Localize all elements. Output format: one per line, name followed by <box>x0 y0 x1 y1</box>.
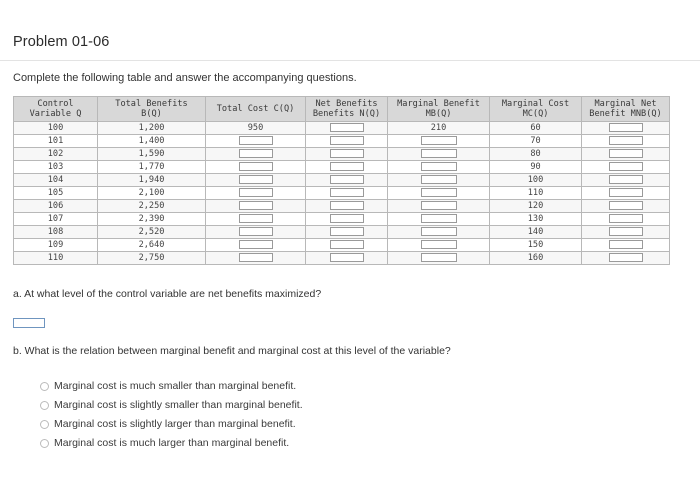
cell-mc: 70 <box>490 135 582 148</box>
option-much-larger[interactable] <box>40 437 303 456</box>
table-row <box>14 161 670 174</box>
option-label: Marginal cost is much larger than marginal benefit. <box>54 437 290 449</box>
cell-mnb <box>582 213 670 226</box>
cell-c <box>206 174 306 187</box>
cell-b: 2,390 <box>98 213 206 226</box>
cell-n <box>306 187 388 200</box>
cell-mnb <box>582 135 670 148</box>
net-benefit-input[interactable] <box>330 175 364 184</box>
total-cost-input[interactable] <box>239 136 273 145</box>
option-label: Marginal cost is slightly larger than marginal benefit. <box>54 418 296 430</box>
total-cost-input[interactable] <box>239 214 273 223</box>
cell-mb: 210 <box>388 122 490 135</box>
net-benefit-input[interactable] <box>330 240 364 249</box>
instructions-text: Complete the following table and answer the accompanying questions. <box>13 72 357 84</box>
cell-mc: 140 <box>490 226 582 239</box>
cell-mb <box>388 200 490 213</box>
cell-n <box>306 200 388 213</box>
cell-mb <box>388 174 490 187</box>
cell-b: 1,770 <box>98 161 206 174</box>
net-benefit-input[interactable] <box>330 149 364 158</box>
header-total-cost: Total Cost C(Q) <box>206 97 306 122</box>
title-divider <box>0 60 700 61</box>
net-benefit-input[interactable] <box>330 162 364 171</box>
cell-b: 1,200 <box>98 122 206 135</box>
cell-b: 2,640 <box>98 239 206 252</box>
total-cost-input[interactable] <box>239 253 273 262</box>
cell-mc: 120 <box>490 200 582 213</box>
cell-c <box>206 187 306 200</box>
table-row <box>14 174 670 187</box>
total-cost-input[interactable] <box>239 175 273 184</box>
cell-c <box>206 239 306 252</box>
cell-q: 107 <box>14 213 98 226</box>
cell-mc: 100 <box>490 174 582 187</box>
benefits-cost-table <box>13 96 670 265</box>
total-cost-input[interactable] <box>239 149 273 158</box>
cell-mnb <box>582 161 670 174</box>
option-label: Marginal cost is slightly smaller than marginal benefit. <box>54 399 303 411</box>
cell-mb <box>388 239 490 252</box>
marginal-net-benefit-input[interactable] <box>609 149 643 158</box>
cell-n <box>306 213 388 226</box>
cell-n <box>306 252 388 265</box>
marginal-benefit-input[interactable] <box>421 214 457 223</box>
table-row <box>14 122 670 135</box>
table-row <box>14 200 670 213</box>
table-row <box>14 187 670 200</box>
header-control-variable: Control Variable Q <box>14 97 98 122</box>
marginal-benefit-input[interactable] <box>421 149 457 158</box>
marginal-benefit-input[interactable] <box>421 240 457 249</box>
cell-mb <box>388 226 490 239</box>
cell-c <box>206 252 306 265</box>
net-benefit-input[interactable] <box>330 214 364 223</box>
cell-q: 100 <box>14 122 98 135</box>
marginal-net-benefit-input[interactable] <box>609 162 643 171</box>
question-b: b. What is the relation between marginal benefit and marginal cost at this level of the variable? <box>13 345 451 357</box>
option-slightly-smaller[interactable] <box>40 399 303 418</box>
cell-mnb <box>582 239 670 252</box>
marginal-benefit-input[interactable] <box>421 136 457 145</box>
cell-mb <box>388 161 490 174</box>
cell-mc: 150 <box>490 239 582 252</box>
header-net-benefits: Net Benefits Benefits N(Q) <box>306 97 388 122</box>
marginal-benefit-input[interactable] <box>421 227 457 236</box>
table-row <box>14 148 670 161</box>
cell-q: 104 <box>14 174 98 187</box>
cell-mnb <box>582 252 670 265</box>
cell-mnb <box>582 187 670 200</box>
marginal-net-benefit-input[interactable] <box>609 214 643 223</box>
cell-q: 103 <box>14 161 98 174</box>
cell-n <box>306 239 388 252</box>
option-slightly-larger[interactable] <box>40 418 303 437</box>
cell-n <box>306 226 388 239</box>
marginal-benefit-input[interactable] <box>421 175 457 184</box>
cell-mb <box>388 213 490 226</box>
cell-mnb <box>582 174 670 187</box>
table-row <box>14 135 670 148</box>
table-header-row <box>14 97 670 122</box>
net-benefit-input[interactable] <box>330 123 364 132</box>
marginal-benefit-input[interactable] <box>421 188 457 197</box>
marginal-net-benefit-input[interactable] <box>609 227 643 236</box>
cell-q: 108 <box>14 226 98 239</box>
net-benefit-input[interactable] <box>330 188 364 197</box>
cell-b: 2,100 <box>98 187 206 200</box>
cell-q: 101 <box>14 135 98 148</box>
cell-q: 106 <box>14 200 98 213</box>
cell-c <box>206 135 306 148</box>
cell-c <box>206 200 306 213</box>
cell-c <box>206 226 306 239</box>
cell-mb <box>388 135 490 148</box>
cell-mc: 160 <box>490 252 582 265</box>
marginal-net-benefit-input[interactable] <box>609 253 643 262</box>
total-cost-input[interactable] <box>239 162 273 171</box>
cell-q: 110 <box>14 252 98 265</box>
cell-mc: 60 <box>490 122 582 135</box>
total-cost-input[interactable] <box>239 188 273 197</box>
table-row <box>14 226 670 239</box>
cell-q: 109 <box>14 239 98 252</box>
marginal-net-benefit-input[interactable] <box>609 123 643 132</box>
radio-button-icon[interactable] <box>40 401 49 410</box>
cell-b: 1,590 <box>98 148 206 161</box>
cell-n <box>306 135 388 148</box>
net-benefit-input[interactable] <box>330 227 364 236</box>
cell-c <box>206 148 306 161</box>
cell-b: 1,940 <box>98 174 206 187</box>
marginal-benefit-input[interactable] <box>421 201 457 210</box>
option-label: Marginal cost is much smaller than marginal benefit. <box>54 380 297 392</box>
cell-b: 2,250 <box>98 200 206 213</box>
radio-button-icon[interactable] <box>40 420 49 429</box>
cell-mc: 110 <box>490 187 582 200</box>
cell-q: 105 <box>14 187 98 200</box>
cell-mc: 80 <box>490 148 582 161</box>
cell-mb <box>388 148 490 161</box>
table-row <box>14 239 670 252</box>
total-cost-input[interactable] <box>239 240 273 249</box>
header-marginal-benefit: Marginal Benefit MB(Q) <box>388 97 490 122</box>
question-a: a. At what level of the control variable are net benefits maximized? <box>13 288 322 300</box>
option-much-smaller[interactable] <box>40 380 303 399</box>
cell-mc: 130 <box>490 213 582 226</box>
net-benefit-input[interactable] <box>330 136 364 145</box>
cell-c <box>206 161 306 174</box>
marginal-benefit-input[interactable] <box>421 162 457 171</box>
radio-button-icon[interactable] <box>40 382 49 391</box>
cell-b: 2,750 <box>98 252 206 265</box>
cell-mnb <box>582 148 670 161</box>
problem-title: Problem 01-06 <box>13 34 110 50</box>
net-benefit-input[interactable] <box>330 253 364 262</box>
table-row <box>14 252 670 265</box>
cell-n <box>306 148 388 161</box>
cell-mb <box>388 252 490 265</box>
cell-mnb <box>582 200 670 213</box>
marginal-net-benefit-input[interactable] <box>609 136 643 145</box>
cell-q: 102 <box>14 148 98 161</box>
cell-mnb <box>582 122 670 135</box>
cell-c <box>206 213 306 226</box>
marginal-net-benefit-input[interactable] <box>609 188 643 197</box>
marginal-net-benefit-input[interactable] <box>609 201 643 210</box>
total-cost-input[interactable] <box>239 227 273 236</box>
marginal-net-benefit-input[interactable] <box>609 175 643 184</box>
marginal-net-benefit-input[interactable] <box>609 240 643 249</box>
cell-n <box>306 174 388 187</box>
cell-mb <box>388 187 490 200</box>
total-cost-input[interactable] <box>239 201 273 210</box>
header-total-benefits: Total Benefits B(Q) <box>98 97 206 122</box>
cell-b: 2,520 <box>98 226 206 239</box>
header-marginal-net-benefit: Marginal Net Benefit MNB(Q) <box>582 97 670 122</box>
net-benefit-input[interactable] <box>330 201 364 210</box>
header-marginal-cost: Marginal Cost MC(Q) <box>490 97 582 122</box>
cell-n <box>306 122 388 135</box>
table-row <box>14 213 670 226</box>
cell-n <box>306 161 388 174</box>
cell-mnb <box>582 226 670 239</box>
cell-b: 1,400 <box>98 135 206 148</box>
marginal-benefit-input[interactable] <box>421 253 457 262</box>
radio-button-icon[interactable] <box>40 439 49 448</box>
cell-mc: 90 <box>490 161 582 174</box>
cell-c: 950 <box>206 122 306 135</box>
answer-options <box>40 380 303 456</box>
question-a-answer-input[interactable] <box>13 318 45 328</box>
